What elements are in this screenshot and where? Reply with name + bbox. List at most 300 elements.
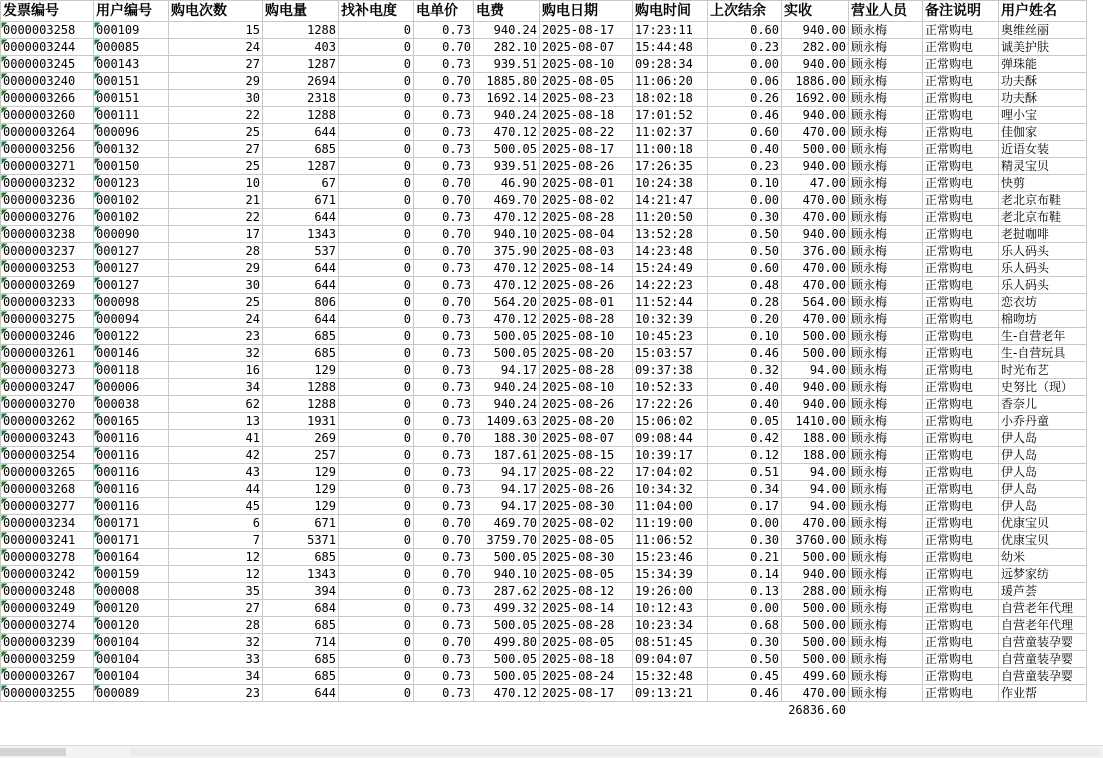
table-cell[interactable]: 0.21: [708, 549, 782, 566]
table-cell[interactable]: 42: [169, 447, 263, 464]
table-cell[interactable]: 0.00: [708, 56, 782, 73]
table-cell[interactable]: 0.42: [708, 430, 782, 447]
table-cell[interactable]: 0.00: [708, 600, 782, 617]
table-cell[interactable]: 2025-08-05: [540, 532, 633, 549]
table-cell[interactable]: 2025-08-04: [540, 226, 633, 243]
table-cell[interactable]: 2025-08-26: [540, 396, 633, 413]
table-cell[interactable]: 1931: [263, 413, 339, 430]
table-cell[interactable]: 15: [169, 22, 263, 39]
table-cell[interactable]: 288.00: [782, 583, 849, 600]
table-cell[interactable]: 正常购电: [923, 549, 999, 566]
table-cell[interactable]: 0000003256: [1, 141, 94, 158]
table-cell[interactable]: 940.00: [782, 396, 849, 413]
table-cell[interactable]: 0.73: [414, 90, 474, 107]
column-header[interactable]: 用户编号: [94, 1, 169, 22]
table-cell[interactable]: 32: [169, 634, 263, 651]
table-cell[interactable]: 0.20: [708, 311, 782, 328]
table-cell[interactable]: 500.00: [782, 617, 849, 634]
table-cell[interactable]: 940.00: [782, 566, 849, 583]
table-cell[interactable]: 11:04:00: [633, 498, 708, 515]
table-cell[interactable]: 23: [169, 328, 263, 345]
table-cell[interactable]: 顾永梅: [849, 39, 923, 56]
table-cell[interactable]: 940.00: [782, 107, 849, 124]
table-cell[interactable]: 15:03:57: [633, 345, 708, 362]
table-cell[interactable]: 0000003274: [1, 617, 94, 634]
table-cell[interactable]: 000038: [94, 396, 169, 413]
table-cell[interactable]: 671: [263, 192, 339, 209]
table-cell[interactable]: 0000003244: [1, 39, 94, 56]
table-cell[interactable]: 537: [263, 243, 339, 260]
table-cell[interactable]: 顾永梅: [849, 600, 923, 617]
table-cell[interactable]: 0.73: [414, 583, 474, 600]
table-cell[interactable]: 0.40: [708, 396, 782, 413]
table-cell[interactable]: 10:32:39: [633, 311, 708, 328]
table-cell[interactable]: 94.00: [782, 464, 849, 481]
table-cell[interactable]: 0000003267: [1, 668, 94, 685]
column-header[interactable]: 电费: [474, 1, 540, 22]
column-header[interactable]: 上次结余: [708, 1, 782, 22]
table-cell[interactable]: 27: [169, 141, 263, 158]
table-cell[interactable]: 187.61: [474, 447, 540, 464]
table-cell[interactable]: 000165: [94, 413, 169, 430]
table-cell[interactable]: 0000003262: [1, 413, 94, 430]
table-cell[interactable]: 诚美护肤: [999, 39, 1087, 56]
table-cell[interactable]: 顾永梅: [849, 481, 923, 498]
table-cell[interactable]: 287.62: [474, 583, 540, 600]
table-cell[interactable]: 0: [339, 617, 414, 634]
column-header[interactable]: 购电量: [263, 1, 339, 22]
table-cell[interactable]: 2025-08-10: [540, 56, 633, 73]
table-cell[interactable]: 22: [169, 107, 263, 124]
table-cell[interactable]: 乐人码头: [999, 277, 1087, 294]
table-cell[interactable]: 2025-08-10: [540, 379, 633, 396]
table-cell[interactable]: 500.00: [782, 634, 849, 651]
table-cell[interactable]: 28: [169, 617, 263, 634]
table-cell[interactable]: 正常购电: [923, 362, 999, 379]
table-cell[interactable]: 正常购电: [923, 175, 999, 192]
table-cell[interactable]: 2025-08-26: [540, 277, 633, 294]
table-cell[interactable]: 0.70: [414, 515, 474, 532]
table-cell[interactable]: 940.00: [782, 22, 849, 39]
table-cell[interactable]: 0.73: [414, 311, 474, 328]
table-cell[interactable]: 470.00: [782, 311, 849, 328]
table-cell[interactable]: 0.73: [414, 447, 474, 464]
table-cell[interactable]: 正常购电: [923, 124, 999, 141]
table-cell[interactable]: 0: [339, 481, 414, 498]
table-cell[interactable]: 0: [339, 566, 414, 583]
table-cell[interactable]: 000102: [94, 209, 169, 226]
table-cell[interactable]: 0: [339, 243, 414, 260]
table-cell[interactable]: 0: [339, 396, 414, 413]
table-cell[interactable]: 0.05: [708, 413, 782, 430]
table-cell[interactable]: 0.73: [414, 549, 474, 566]
table-cell[interactable]: 顾永梅: [849, 617, 923, 634]
table-cell[interactable]: 顾永梅: [849, 175, 923, 192]
table-cell[interactable]: 403: [263, 39, 339, 56]
table-cell[interactable]: 0.73: [414, 617, 474, 634]
table-cell[interactable]: 000089: [94, 685, 169, 702]
table-cell[interactable]: 顾永梅: [849, 379, 923, 396]
table-cell[interactable]: 2025-08-12: [540, 583, 633, 600]
table-cell[interactable]: 0000003273: [1, 362, 94, 379]
table-cell[interactable]: 1692.00: [782, 90, 849, 107]
table-cell[interactable]: 乐人码头: [999, 243, 1087, 260]
table-cell[interactable]: 正常购电: [923, 651, 999, 668]
table-cell[interactable]: 0.73: [414, 328, 474, 345]
table-cell[interactable]: 顾永梅: [849, 464, 923, 481]
table-cell[interactable]: 2025-08-20: [540, 345, 633, 362]
table-cell[interactable]: 正常购电: [923, 260, 999, 277]
table-cell[interactable]: 优康宝贝: [999, 532, 1087, 549]
table-cell[interactable]: 35: [169, 583, 263, 600]
table-cell[interactable]: 顾永梅: [849, 277, 923, 294]
table-cell[interactable]: 14:22:23: [633, 277, 708, 294]
table-cell[interactable]: 0: [339, 515, 414, 532]
table-cell[interactable]: 0.10: [708, 175, 782, 192]
table-cell[interactable]: 000116: [94, 481, 169, 498]
table-cell[interactable]: 0.23: [708, 39, 782, 56]
table-cell[interactable]: 10:45:23: [633, 328, 708, 345]
table-cell[interactable]: 16: [169, 362, 263, 379]
table-cell[interactable]: 0.73: [414, 379, 474, 396]
table-cell[interactable]: 0.10: [708, 328, 782, 345]
table-cell[interactable]: 0: [339, 311, 414, 328]
table-cell[interactable]: 685: [263, 345, 339, 362]
table-cell[interactable]: 顾永梅: [849, 362, 923, 379]
table-cell[interactable]: 顾永梅: [849, 107, 923, 124]
table-cell[interactable]: 644: [263, 311, 339, 328]
table-cell[interactable]: 685: [263, 651, 339, 668]
table-cell[interactable]: 顾永梅: [849, 141, 923, 158]
table-cell[interactable]: 1343: [263, 566, 339, 583]
table-cell[interactable]: 470.00: [782, 277, 849, 294]
table-cell[interactable]: 18:02:18: [633, 90, 708, 107]
column-header[interactable]: 发票编号: [1, 1, 94, 22]
table-cell[interactable]: 0: [339, 464, 414, 481]
table-cell[interactable]: 正常购电: [923, 226, 999, 243]
table-cell[interactable]: 94.00: [782, 481, 849, 498]
table-cell[interactable]: 500.00: [782, 600, 849, 617]
table-cell[interactable]: 0.70: [414, 175, 474, 192]
table-cell[interactable]: 000116: [94, 430, 169, 447]
table-cell[interactable]: 09:37:38: [633, 362, 708, 379]
table-cell[interactable]: 0: [339, 430, 414, 447]
table-cell[interactable]: 0.70: [414, 226, 474, 243]
table-cell[interactable]: 0.73: [414, 668, 474, 685]
table-cell[interactable]: 0000003238: [1, 226, 94, 243]
table-cell[interactable]: 2025-08-05: [540, 566, 633, 583]
table-cell[interactable]: 顾永梅: [849, 158, 923, 175]
table-cell[interactable]: 0000003239: [1, 634, 94, 651]
table-cell[interactable]: 正常购电: [923, 73, 999, 90]
table-cell[interactable]: 1288: [263, 22, 339, 39]
table-cell[interactable]: 000120: [94, 617, 169, 634]
table-cell[interactable]: 0.46: [708, 107, 782, 124]
table-cell[interactable]: 000120: [94, 600, 169, 617]
table-cell[interactable]: 500.00: [782, 141, 849, 158]
table-cell[interactable]: 0.46: [708, 345, 782, 362]
table-cell[interactable]: 000109: [94, 22, 169, 39]
table-cell[interactable]: 2025-08-07: [540, 39, 633, 56]
table-cell[interactable]: 幼米: [999, 549, 1087, 566]
table-cell[interactable]: 0000003241: [1, 532, 94, 549]
table-cell[interactable]: 0.00: [708, 515, 782, 532]
table-cell[interactable]: 644: [263, 260, 339, 277]
table-cell[interactable]: 940.00: [782, 158, 849, 175]
table-cell[interactable]: 0000003271: [1, 158, 94, 175]
table-cell[interactable]: 0: [339, 532, 414, 549]
table-cell[interactable]: 23: [169, 685, 263, 702]
table-cell[interactable]: 27: [169, 56, 263, 73]
total-amount[interactable]: 26836.60: [782, 702, 849, 719]
table-cell[interactable]: 0: [339, 73, 414, 90]
table-cell[interactable]: 10: [169, 175, 263, 192]
table-cell[interactable]: 94.17: [474, 481, 540, 498]
table-cell[interactable]: 500.05: [474, 141, 540, 158]
table-cell[interactable]: 0: [339, 226, 414, 243]
table-cell[interactable]: 正常购电: [923, 515, 999, 532]
table-cell[interactable]: 老挝咖啡: [999, 226, 1087, 243]
table-cell[interactable]: 近语女装: [999, 141, 1087, 158]
scrollbar-thumb[interactable]: [0, 748, 66, 756]
table-cell[interactable]: 3760.00: [782, 532, 849, 549]
table-cell[interactable]: 45: [169, 498, 263, 515]
table-cell[interactable]: 11:20:50: [633, 209, 708, 226]
table-cell[interactable]: 32: [169, 345, 263, 362]
table-cell[interactable]: 10:34:32: [633, 481, 708, 498]
table-cell[interactable]: 0: [339, 362, 414, 379]
table-cell[interactable]: 0: [339, 328, 414, 345]
table-cell[interactable]: 香奈儿: [999, 396, 1087, 413]
table-cell[interactable]: 0: [339, 39, 414, 56]
column-header[interactable]: 实收: [782, 1, 849, 22]
table-cell[interactable]: 685: [263, 549, 339, 566]
table-cell[interactable]: 500.05: [474, 345, 540, 362]
table-cell[interactable]: 0000003247: [1, 379, 94, 396]
table-cell[interactable]: 0: [339, 158, 414, 175]
table-cell[interactable]: 41: [169, 430, 263, 447]
table-cell[interactable]: 500.05: [474, 651, 540, 668]
table-cell[interactable]: 2025-08-15: [540, 447, 633, 464]
table-cell[interactable]: 0.30: [708, 634, 782, 651]
table-cell[interactable]: 2025-08-01: [540, 294, 633, 311]
table-cell[interactable]: 0000003260: [1, 107, 94, 124]
table-cell[interactable]: 375.90: [474, 243, 540, 260]
table-cell[interactable]: 2025-08-17: [540, 141, 633, 158]
table-cell[interactable]: 000098: [94, 294, 169, 311]
table-cell[interactable]: 470.12: [474, 260, 540, 277]
table-cell[interactable]: 806: [263, 294, 339, 311]
table-cell[interactable]: 顾永梅: [849, 22, 923, 39]
table-cell[interactable]: 0000003233: [1, 294, 94, 311]
table-cell[interactable]: 15:34:39: [633, 566, 708, 583]
table-cell[interactable]: 17:23:11: [633, 22, 708, 39]
table-cell[interactable]: 顾永梅: [849, 345, 923, 362]
table-cell[interactable]: 0000003240: [1, 73, 94, 90]
table-cell[interactable]: 顾永梅: [849, 209, 923, 226]
table-cell[interactable]: 940.00: [782, 379, 849, 396]
table-cell[interactable]: 0.70: [414, 566, 474, 583]
table-cell[interactable]: 0.45: [708, 668, 782, 685]
table-cell[interactable]: 0000003276: [1, 209, 94, 226]
table-cell[interactable]: 0.50: [708, 243, 782, 260]
table-cell[interactable]: 0: [339, 192, 414, 209]
table-cell[interactable]: 2025-08-10: [540, 328, 633, 345]
table-cell[interactable]: 000096: [94, 124, 169, 141]
table-cell[interactable]: 129: [263, 464, 339, 481]
table-cell[interactable]: 0.60: [708, 260, 782, 277]
table-cell[interactable]: 000123: [94, 175, 169, 192]
table-cell[interactable]: 13: [169, 413, 263, 430]
table-cell[interactable]: 正常购电: [923, 430, 999, 447]
column-header[interactable]: 找补电度: [339, 1, 414, 22]
table-cell[interactable]: 2025-08-17: [540, 22, 633, 39]
table-cell[interactable]: 469.70: [474, 192, 540, 209]
table-cell[interactable]: 14:21:47: [633, 192, 708, 209]
table-cell[interactable]: 0.73: [414, 209, 474, 226]
table-cell[interactable]: 684: [263, 600, 339, 617]
table-cell[interactable]: 0: [339, 141, 414, 158]
table-cell[interactable]: 0000003232: [1, 175, 94, 192]
table-cell[interactable]: 顾永梅: [849, 328, 923, 345]
column-header[interactable]: 购电日期: [540, 1, 633, 22]
table-cell[interactable]: 0000003266: [1, 90, 94, 107]
table-cell[interactable]: 2025-08-05: [540, 634, 633, 651]
table-cell[interactable]: 小乔丹童: [999, 413, 1087, 430]
table-cell[interactable]: 376.00: [782, 243, 849, 260]
table-cell[interactable]: 10:52:33: [633, 379, 708, 396]
column-header[interactable]: 备注说明: [923, 1, 999, 22]
table-cell[interactable]: 29: [169, 260, 263, 277]
table-cell[interactable]: 伊人岛: [999, 481, 1087, 498]
table-cell[interactable]: 正常购电: [923, 634, 999, 651]
table-cell[interactable]: 快剪: [999, 175, 1087, 192]
table-cell[interactable]: 0000003254: [1, 447, 94, 464]
table-cell[interactable]: 12: [169, 566, 263, 583]
table-cell[interactable]: 作业帮: [999, 685, 1087, 702]
table-cell[interactable]: 13:52:28: [633, 226, 708, 243]
table-cell[interactable]: 2318: [263, 90, 339, 107]
table-cell[interactable]: 0: [339, 685, 414, 702]
table-cell[interactable]: 远梦家纺: [999, 566, 1087, 583]
table-cell[interactable]: 000085: [94, 39, 169, 56]
table-cell[interactable]: 正常购电: [923, 141, 999, 158]
table-cell[interactable]: 2025-08-28: [540, 209, 633, 226]
table-cell[interactable]: 正常购电: [923, 158, 999, 175]
table-cell[interactable]: 0.70: [414, 532, 474, 549]
table-cell[interactable]: 正常购电: [923, 22, 999, 39]
table-cell[interactable]: 940.24: [474, 107, 540, 124]
table-cell[interactable]: 000171: [94, 532, 169, 549]
table-cell[interactable]: 顾永梅: [849, 243, 923, 260]
table-cell[interactable]: 0.73: [414, 141, 474, 158]
table-cell[interactable]: 7: [169, 532, 263, 549]
table-cell[interactable]: 500.00: [782, 651, 849, 668]
table-cell[interactable]: 0.73: [414, 345, 474, 362]
table-cell[interactable]: 1692.14: [474, 90, 540, 107]
table-cell[interactable]: 0.73: [414, 464, 474, 481]
table-cell[interactable]: 哩小宝: [999, 107, 1087, 124]
table-cell[interactable]: 2025-08-22: [540, 464, 633, 481]
table-cell[interactable]: 0000003270: [1, 396, 94, 413]
table-cell[interactable]: 0.60: [708, 22, 782, 39]
table-cell[interactable]: 0.23: [708, 158, 782, 175]
table-cell[interactable]: 0: [339, 600, 414, 617]
table-cell[interactable]: 0000003237: [1, 243, 94, 260]
table-cell[interactable]: 0.60: [708, 124, 782, 141]
table-cell[interactable]: 正常购电: [923, 345, 999, 362]
table-cell[interactable]: 正常购电: [923, 209, 999, 226]
table-cell[interactable]: 94.17: [474, 362, 540, 379]
table-cell[interactable]: 000116: [94, 498, 169, 515]
table-cell[interactable]: 0.06: [708, 73, 782, 90]
table-cell[interactable]: 0000003243: [1, 430, 94, 447]
table-cell[interactable]: 000143: [94, 56, 169, 73]
table-cell[interactable]: 939.51: [474, 158, 540, 175]
table-cell[interactable]: 000159: [94, 566, 169, 583]
table-cell[interactable]: 2025-08-24: [540, 668, 633, 685]
column-header[interactable]: 购电次数: [169, 1, 263, 22]
table-cell[interactable]: 0.70: [414, 294, 474, 311]
table-cell[interactable]: 08:51:45: [633, 634, 708, 651]
table-cell[interactable]: 000127: [94, 277, 169, 294]
table-cell[interactable]: 0.73: [414, 158, 474, 175]
table-cell[interactable]: 顾永梅: [849, 447, 923, 464]
horizontal-scrollbar[interactable]: [0, 745, 1103, 758]
table-cell[interactable]: 470.00: [782, 515, 849, 532]
table-cell[interactable]: 257: [263, 447, 339, 464]
table-cell[interactable]: 恋衣坊: [999, 294, 1087, 311]
table-cell[interactable]: 469.70: [474, 515, 540, 532]
table-cell[interactable]: 000164: [94, 549, 169, 566]
table-cell[interactable]: 000090: [94, 226, 169, 243]
table-cell[interactable]: 27: [169, 600, 263, 617]
table-cell[interactable]: 0000003264: [1, 124, 94, 141]
table-cell[interactable]: 0.30: [708, 209, 782, 226]
table-cell[interactable]: 自营童装孕婴: [999, 634, 1087, 651]
table-cell[interactable]: 499.60: [782, 668, 849, 685]
table-cell[interactable]: 0.13: [708, 583, 782, 600]
table-cell[interactable]: 0: [339, 583, 414, 600]
table-cell[interactable]: 09:28:34: [633, 56, 708, 73]
table-cell[interactable]: 瑗芦荟: [999, 583, 1087, 600]
table-cell[interactable]: 34: [169, 668, 263, 685]
table-cell[interactable]: 129: [263, 498, 339, 515]
table-cell[interactable]: 顾永梅: [849, 668, 923, 685]
table-cell[interactable]: 2025-08-17: [540, 685, 633, 702]
column-header[interactable]: 购电时间: [633, 1, 708, 22]
table-cell[interactable]: 129: [263, 481, 339, 498]
table-cell[interactable]: 0.40: [708, 379, 782, 396]
table-cell[interactable]: 自营老年代理: [999, 617, 1087, 634]
table-cell[interactable]: 000146: [94, 345, 169, 362]
table-cell[interactable]: 0000003269: [1, 277, 94, 294]
table-cell[interactable]: 2025-08-14: [540, 260, 633, 277]
table-cell[interactable]: 15:24:49: [633, 260, 708, 277]
table-cell[interactable]: 正常购电: [923, 192, 999, 209]
table-cell[interactable]: 0.68: [708, 617, 782, 634]
table-cell[interactable]: 470.12: [474, 124, 540, 141]
table-cell[interactable]: 0000003259: [1, 651, 94, 668]
table-cell[interactable]: 14:23:48: [633, 243, 708, 260]
table-cell[interactable]: 282.10: [474, 39, 540, 56]
table-cell[interactable]: 1885.80: [474, 73, 540, 90]
table-cell[interactable]: 顾永梅: [849, 226, 923, 243]
table-cell[interactable]: 500.05: [474, 328, 540, 345]
table-cell[interactable]: 顾永梅: [849, 515, 923, 532]
table-cell[interactable]: 1409.63: [474, 413, 540, 430]
table-cell[interactable]: 500.05: [474, 668, 540, 685]
